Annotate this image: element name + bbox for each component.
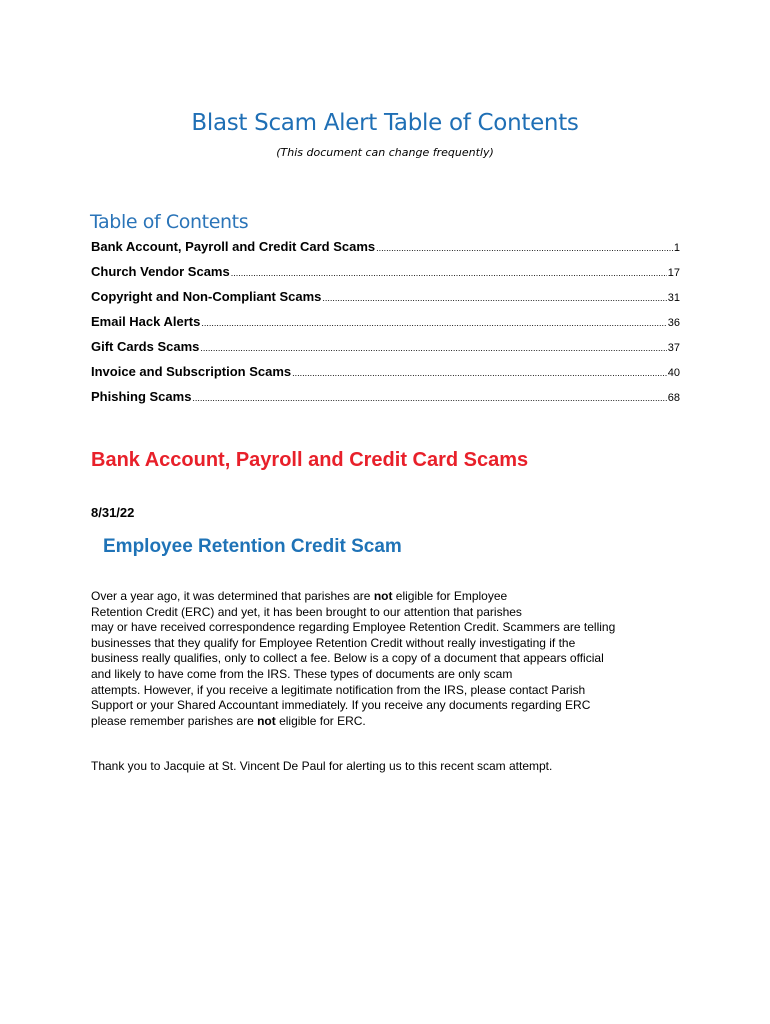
body-line: business really qualifies, only to collect a fee. Below is a copy of a document that appears official [91, 651, 604, 666]
body-line: may or have received correspondence regarding Employee Retention Credit. Scammers are telling [91, 620, 616, 635]
toc-entry[interactable] [91, 338, 680, 363]
section-heading: Bank Account, Payroll and Credit Card Scams [91, 449, 529, 471]
toc-leader-dots [322, 289, 666, 307]
document-title: Blast Scam Alert Table of Contents [191, 110, 579, 136]
toc-entry-page[interactable]: 31 [667, 292, 680, 304]
toc-entry[interactable] [91, 363, 680, 388]
toc-leader-dots [192, 389, 666, 407]
table-of-contents [91, 238, 680, 413]
toc-entry-label[interactable]: Phishing Scams [91, 389, 192, 404]
toc-entry-label[interactable]: Church Vendor Scams [91, 264, 230, 279]
toc-entry[interactable] [91, 388, 680, 413]
toc-leader-dots [376, 239, 673, 257]
toc-entry[interactable] [91, 288, 680, 313]
body-line: Retention Credit (ERC) and yet, it has been brought to our attention that parishes [91, 604, 522, 619]
toc-entry-page[interactable]: 1 [673, 242, 680, 254]
article-title: Employee Retention Credit Scam [103, 536, 402, 557]
toc-entry-page[interactable]: 37 [667, 342, 680, 354]
acknowledgement-text: Thank you to Jacquie at St. Vincent De Paul for alerting us to this recent scam attempt. [91, 759, 553, 773]
body-line: businesses that they qualify for Employee Retention Credit without really investigating if the [91, 635, 576, 650]
body-line: Over a year ago, it was determined that parishes are not eligible for Employee [91, 589, 508, 603]
post-date: 8/31/22 [91, 505, 135, 520]
toc-entry[interactable] [91, 238, 680, 263]
toc-entry-label[interactable]: Invoice and Subscription Scams [91, 364, 292, 379]
toc-leader-dots [292, 364, 667, 382]
body-line: and likely to have come from the IRS. These types of documents are only scam [91, 666, 513, 681]
body-line: Support or your Shared Accountant immediately. If you receive any documents regarding ERC [91, 698, 591, 713]
toc-leader-dots [231, 264, 667, 282]
toc-entry-page[interactable]: 40 [667, 367, 680, 379]
toc-entry-label[interactable]: Bank Account, Payroll and Credit Card Scams [91, 239, 376, 254]
toc-entry-page[interactable]: 68 [667, 392, 680, 404]
toc-entry[interactable] [91, 313, 680, 338]
toc-entry-label[interactable]: Email Hack Alerts [91, 314, 201, 329]
toc-entry[interactable] [91, 263, 680, 288]
toc-leader-dots [200, 339, 666, 357]
toc-heading: Table of Contents [90, 211, 249, 233]
toc-entry-label[interactable]: Gift Cards Scams [91, 339, 200, 354]
body-line: attempts. However, if you receive a legitimate notification from the IRS, please contact Parish [91, 682, 586, 697]
body-line: please remember parishes are not eligible for ERC. [91, 713, 366, 728]
article-body [91, 589, 681, 729]
document-subtitle: (This document can change frequently) [276, 146, 494, 159]
toc-entry-label[interactable]: Copyright and Non-Compliant Scams [91, 289, 322, 304]
toc-entry-page[interactable]: 17 [667, 267, 680, 279]
toc-leader-dots [201, 314, 666, 332]
toc-entry-page[interactable]: 36 [667, 317, 680, 329]
